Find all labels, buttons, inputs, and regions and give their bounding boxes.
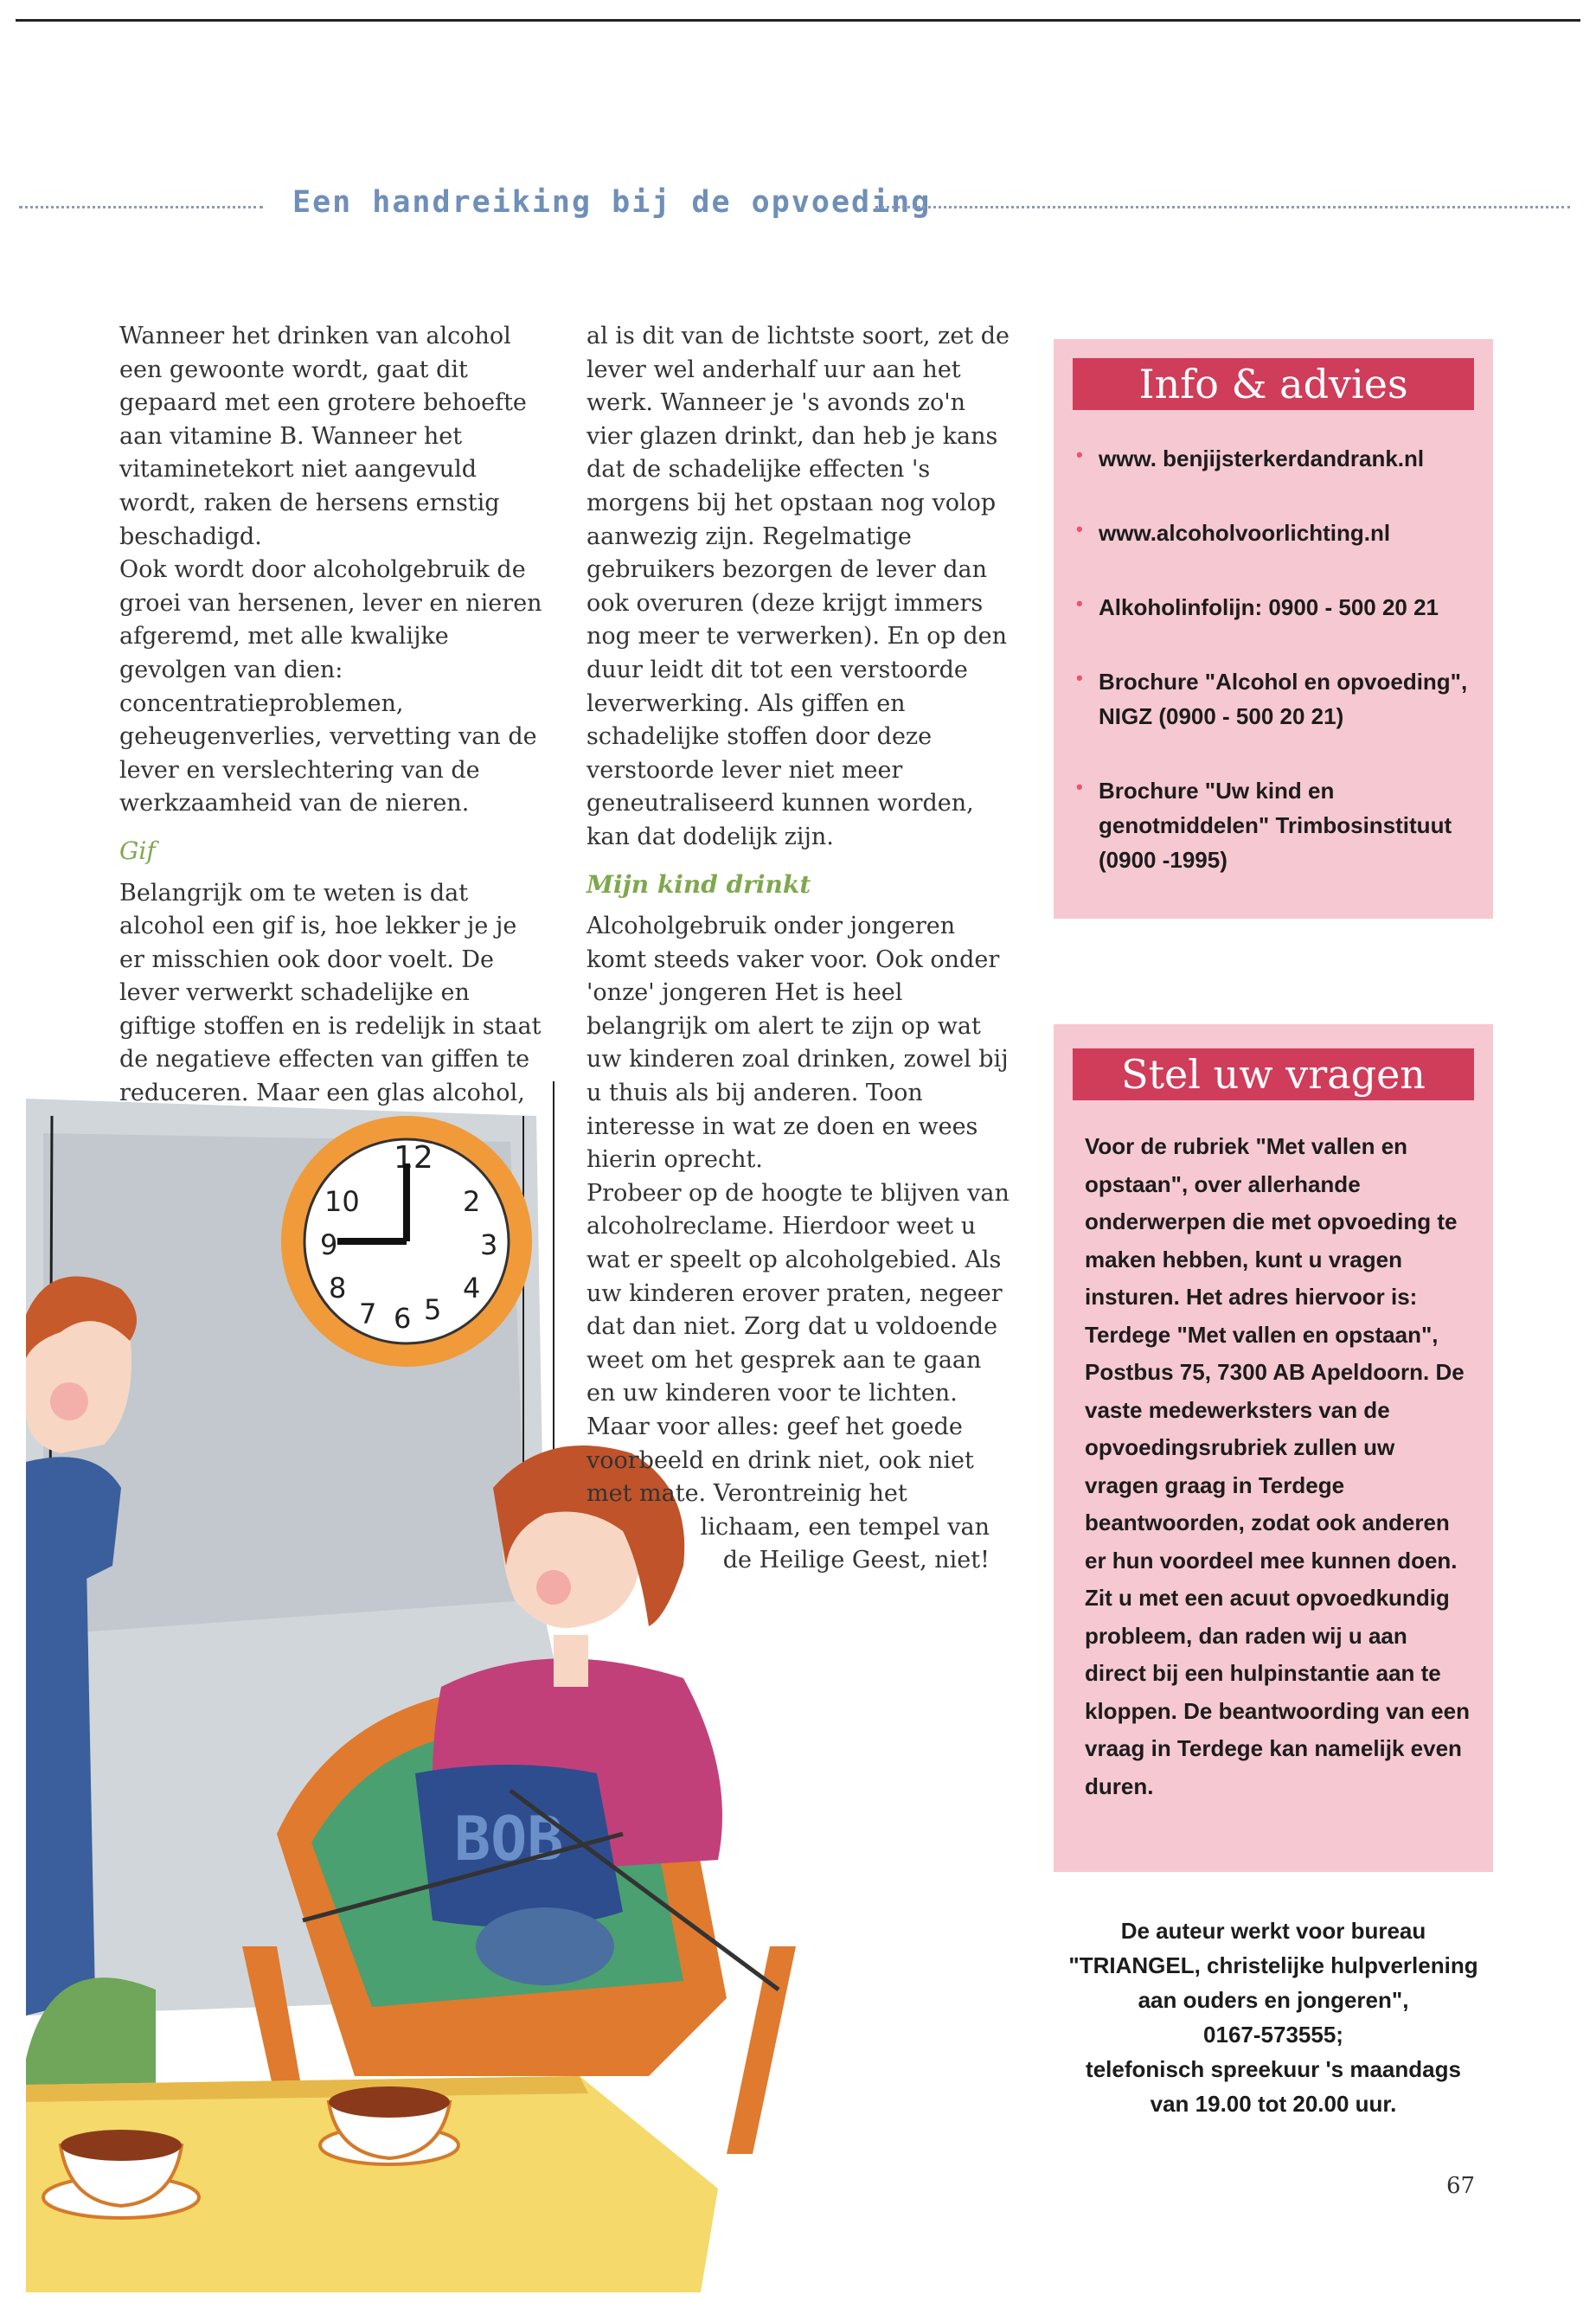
page-header	[0, 185, 1596, 228]
info-item-phone-line: • Alkoholinfolijn: 0900 - 500 20 21	[1073, 590, 1476, 625]
header-dotted-rule-left	[19, 206, 263, 208]
svg-text:5: 5	[424, 1293, 442, 1326]
header-title: Een handreiking bij de opvoeding	[292, 185, 932, 220]
stel-uw-vragen-body: Voor de rubriek "Met vallen en opstaan", over allerhande onderwerpen die met opvoeding te maken hebben, kunt u vragen insturen. Het adres hiervoor is: Terdege "Met vallen en opstaan", Postbus 75, 7300 AB Apeldoorn. De vaste medewerksters van de opvoedingsrubriek zullen uw vragen graag in Terdege beantwoorden, zodat ook anderen er hun voordeel mee kunnen doen. Zit u met een acuut opvoedkundig probleem, dan raden wij u aan direct bij een hulpinstantie aan te kloppen. De beantwoording van een vraag in Terdege kan namelijk even duren.	[1085, 1133, 1470, 1799]
col1-paragraph-1: Wanneer het drinken van alcohol een gewoonte wordt, gaat dit gepaard met een grotere behoefte aan vitamine B. Wanneer het vitaminetekort niet aangevuld wordt, raken de hersens ernstig beschadigd.	[119, 323, 527, 550]
bullet-icon: •	[1076, 593, 1083, 614]
info-item-website-2[interactable]: • www.alcoholvoorlichting.nl	[1073, 516, 1476, 550]
sweater-text: BOB	[454, 1804, 564, 1875]
info-advies-title: Info & advies	[1073, 358, 1474, 410]
heading-gif: Gif	[119, 836, 156, 865]
stel-uw-vragen-title: Stel uw vragen	[1073, 1048, 1474, 1100]
top-rule	[16, 19, 1580, 22]
svg-text:3: 3	[480, 1228, 498, 1261]
author-note: De auteur werkt voor bureau "TRIANGEL, christelijke hulpverlening aan ouders en jongeren", 0167-573555; telefonisch spreekuur 's maandags van 19.00 tot 20.00 uur.	[1068, 1918, 1478, 2117]
info-item-brochure-1: • Brochure "Alcohol en opvoeding", NIGZ (0900 - 500 20 21)	[1073, 664, 1476, 734]
info-advies-box	[1054, 339, 1493, 919]
col2-tail-line-2: de Heilige Geest, niet!	[722, 1547, 990, 1574]
svg-text:12: 12	[394, 1140, 433, 1176]
stel-uw-vragen-box	[1054, 1024, 1493, 1872]
info-item-website-1[interactable]: • www. benjijsterkerdandrank.nl	[1073, 441, 1476, 476]
svg-text:10: 10	[324, 1185, 360, 1218]
svg-text:6: 6	[394, 1302, 412, 1335]
col2-paragraph-2: Alcoholgebruik onder jongeren komt steeds vaker voor. Ook onder 'onze' jongeren Het is heel belangrijk om alert te zijn op wat uw kinderen zoal drinken, zowel bij u thuis als bij anderen. Toon interesse in wat ze doen en wees hierin oprecht.	[586, 913, 1009, 1174]
header-dotted-rule-right	[875, 206, 1570, 208]
wall-clock	[281, 1116, 532, 1367]
svg-text:2: 2	[463, 1185, 481, 1218]
info-list	[1073, 441, 1476, 917]
svg-text:8: 8	[329, 1272, 347, 1304]
bullet-icon: •	[1076, 444, 1083, 465]
bullet-icon: •	[1076, 667, 1083, 689]
page-number: 67	[1446, 2173, 1476, 2199]
col2-paragraph-3: Probeer op de hoogte te blijven van alcoholreclame. Hierdoor weet u wat er speelt op alcoholgebied. Als uw kinderen erover praten, negeer dat dan niet. Zorg dat u voldoende weet om het gesprek aan te gaan en uw kinderen voor te lichten. Maar voor alles: geef het goede voorbeeld en drink niet, ook niet met mate. Verontreinig het	[586, 1179, 1010, 1508]
info-item-brochure-2: • Brochure "Uw kind en genotmiddelen" Trimbosinstituut (0900 -1995)	[1073, 773, 1476, 877]
col1-paragraph-2: Ook wordt door alcoholgebruik de groei van hersenen, lever en nieren afgeremd, met alle kwalijke gevolgen van dien: concentratieproblemen, geheugenverlies, vervetting van de lever en verslechtering van de werkzaamheid van de nieren.	[119, 556, 542, 817]
col1-paragraph-3: Belangrijk om te weten is dat alcohol een gif is, hoe lekker je je er misschien ook door voelt. De lever verwerkt schadelijke en giftige stoffen en is redelijk in staat de negatieve effecten van giffen te reduceren. Maar een glas alcohol,	[119, 879, 542, 1107]
svg-text:4: 4	[463, 1272, 481, 1304]
text-column-2	[586, 320, 1017, 1578]
svg-text:7: 7	[359, 1298, 377, 1330]
bullet-icon: •	[1076, 518, 1083, 540]
text-column-1	[119, 320, 543, 1111]
bullet-icon: •	[1076, 776, 1083, 798]
col2-paragraph-1: al is dit van de lichtste soort, zet de lever wel anderhalf uur aan het werk. Wanneer je 's avonds zo'n vier glazen drinkt, dan heb je kans dat de schadelijke effecten 's morgens bij het opstaan nog volop aanwezig zijn. Regelmatige gebruikers bezorgen de lever dan ook overuren (deze krijgt immers nog meer te verwerken). En op den duur leidt dit tot een verstoorde leverwerking. Als giffen en schadelijke stoffen door deze verstoorde lever niet meer geneutraliseerd kunnen worden, kan dat dodelijk zijn.	[586, 323, 1010, 850]
col2-tail-line-1: lichaam, een tempel van	[700, 1513, 990, 1541]
heading-mijn-kind-drinkt: Mijn kind drinkt	[586, 869, 811, 899]
svg-text:9: 9	[320, 1228, 338, 1261]
